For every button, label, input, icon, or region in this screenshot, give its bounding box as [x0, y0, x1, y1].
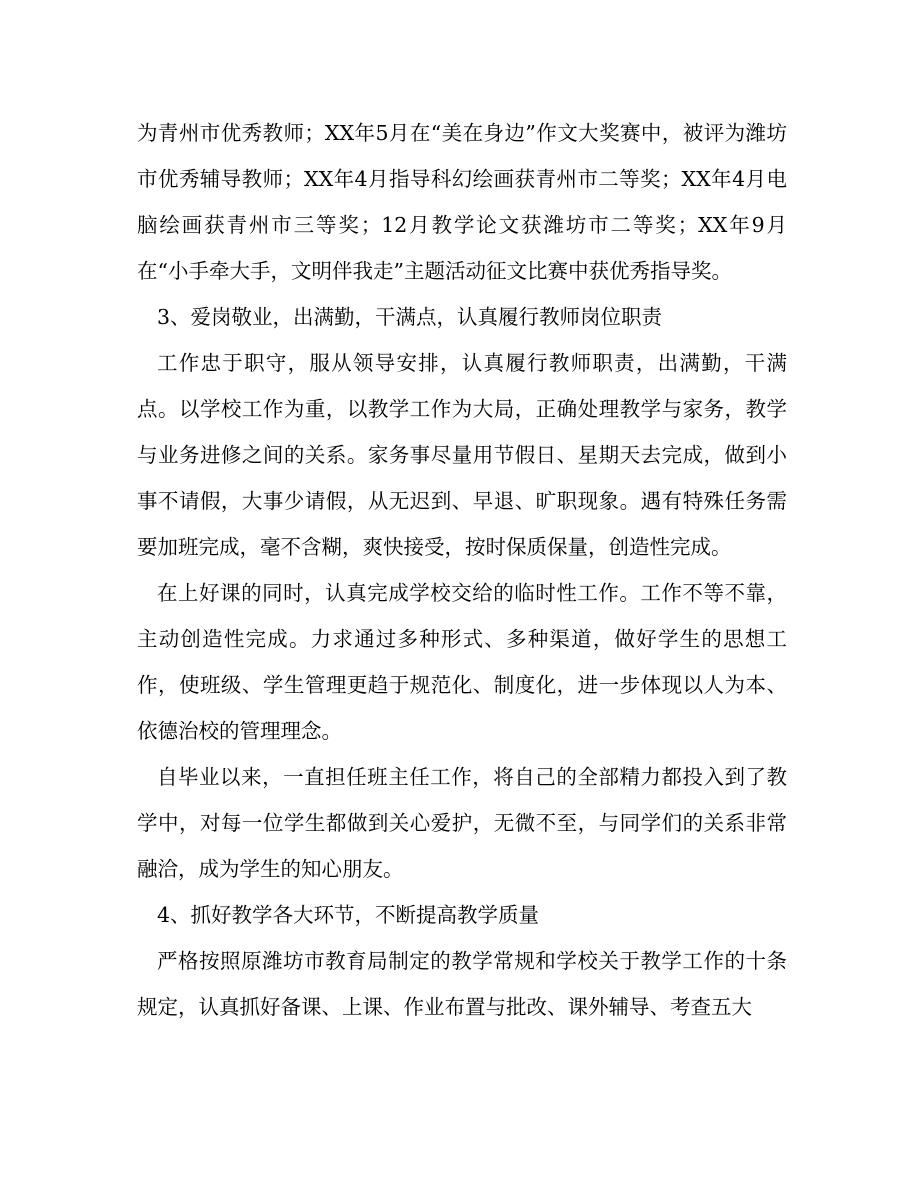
section-heading-4: 4、抓好教学各大环节，不断提高教学质量: [157, 903, 540, 927]
paragraph-class-teacher: 自毕业以来，一直担任班主任工作，将自己的全部精力都投入到了教学中，对每一位学生都做到关心爱护，无微不至，与同学们的关系非常融洽，成为学生的知心朋友。: [137, 765, 787, 881]
paragraph-duty: 工作忠于职守，服从领导安排，认真履行教师职责，出满勤，干满点。以学校工作为重，以教学工作为大局，正确处理教学与家务，教学与业务进修之间的关系。家务事尽量用节假日、星期天去完成，做到小事不请假，大事少请假，从无迟到、早退、旷职现象。遇有特殊任务需要加班完成，毫不含糊，爽快接受，按时保质保量，创造性完成。: [137, 351, 787, 559]
document-body: [137, 110, 787, 1030]
paragraph-awards: 为青州市优秀教师；XX年5月在“美在身边”作文大奖赛中，被评为潍坊市优秀辅导教师；XX年4月指导科幻绘画获青州市二等奖；XX年4月电脑绘画获青州市三等奖；12月教学论文获潍坊市二等奖；XX年9月在“小手牵大手，文明伴我走”主题活动征文比赛中获优秀指导奖。: [137, 121, 787, 283]
section-heading-3: 3、爱岗敬业，出满勤，干满点，认真履行教师岗位职责: [157, 305, 663, 329]
paragraph-teaching-rules: 严格按照原潍坊市教育局制定的教学常规和学校关于教学工作的十条规定，认真抓好备课、上课、作业布置与批改、课外辅导、考查五大: [137, 949, 787, 1019]
paragraph-temporary-work: 在上好课的同时，认真完成学校交给的临时性工作。工作不等不靠，主动创造性完成。力求通过多种形式、多种渠道，做好学生的思想工作，使班级、学生管理更趋于规范化、制度化，进一步体现以人为本、依德治校的管理理念。: [137, 581, 787, 743]
